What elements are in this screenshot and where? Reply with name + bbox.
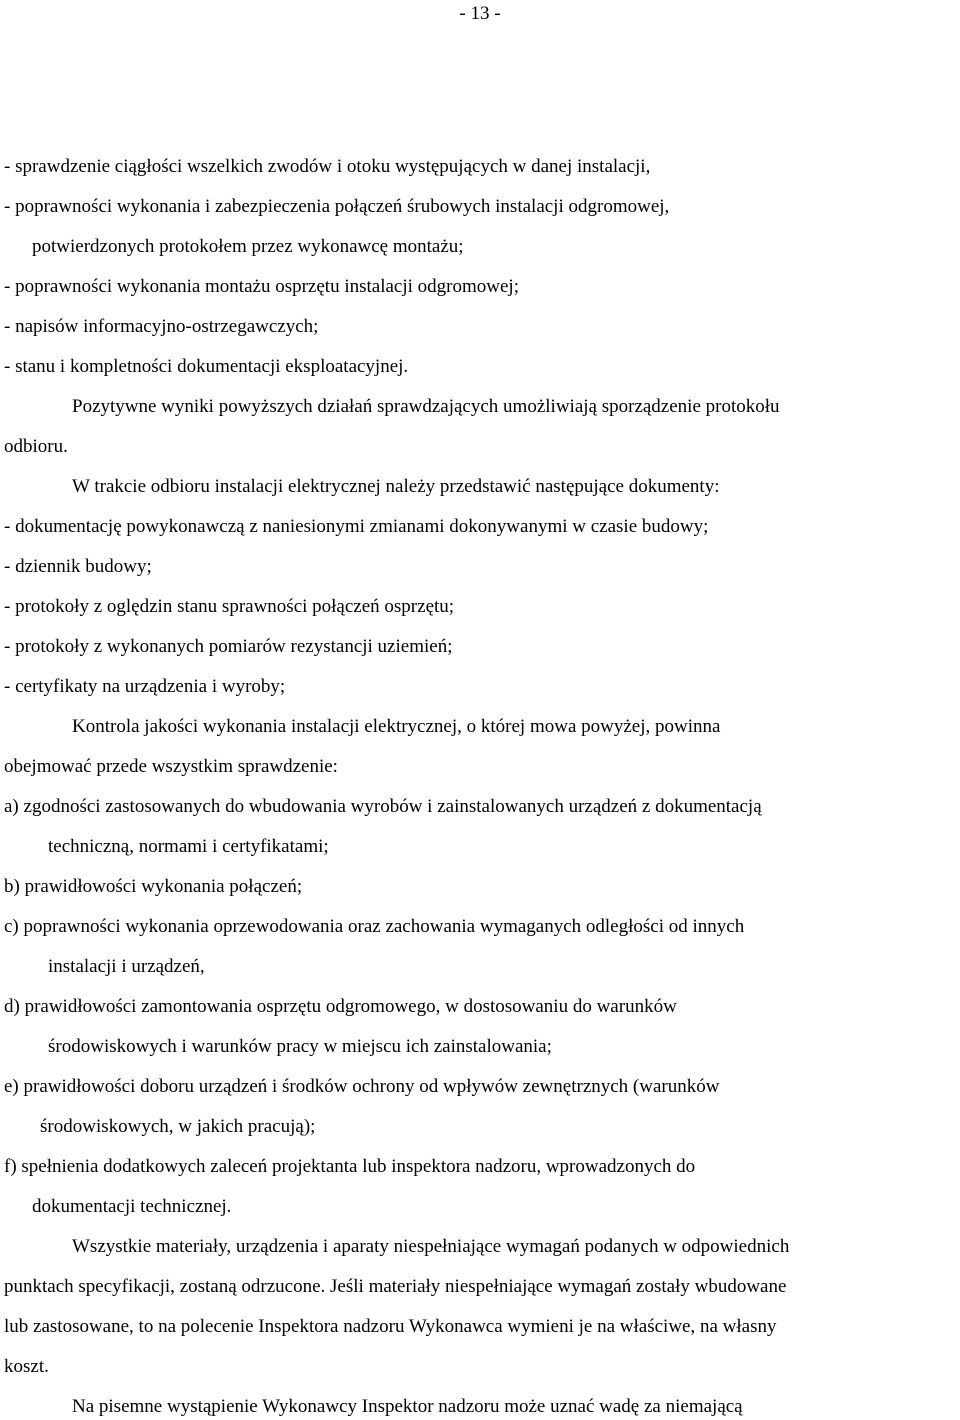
text-line: środowiskowych, w jakich pracują);: [40, 1116, 316, 1137]
text-line: - napisów informacyjno-ostrzegawczych;: [4, 316, 319, 337]
text-line: - stanu i kompletności dokumentacji eksploatacyjnej.: [4, 356, 409, 377]
text-line: d) prawidłowości zamontowania osprzętu odgromowego, w dostosowaniu do warunków: [4, 996, 677, 1017]
text-line: potwierdzonych protokołem przez wykonawcę montażu;: [32, 236, 464, 257]
text-line: W trakcie odbioru instalacji elektrycznej należy przedstawić następujące dokumenty:: [72, 476, 720, 497]
text-line: - protokoły z wykonanych pomiarów rezystancji uziemień;: [4, 636, 453, 657]
text-line: obejmować przede wszystkim sprawdzenie:: [4, 756, 338, 777]
text-line: Wszystkie materiały, urządzenia i aparaty niespełniające wymagań podanych w odpowiednich: [72, 1236, 790, 1257]
text-line: c) poprawności wykonania oprzewodowania oraz zachowania wymaganych odległości od innych: [4, 916, 745, 937]
text-line: dokumentacji technicznej.: [32, 1196, 232, 1217]
text-line: - poprawności wykonania i zabezpieczenia połączeń śrubowych instalacji odgromowej,: [4, 196, 670, 217]
text-line: b) prawidłowości wykonania połączeń;: [4, 876, 303, 897]
text-line: środowiskowych i warunków pracy w miejscu ich zainstalowania;: [48, 1036, 552, 1057]
text-line: Na pisemne wystąpienie Wykonawcy Inspektor nadzoru może uznać wadę za niemającą: [72, 1396, 743, 1417]
page-number: - 13 -: [459, 3, 501, 24]
text-line: koszt.: [4, 1356, 49, 1377]
text-line: odbioru.: [4, 436, 68, 457]
text-line: a) zgodności zastosowanych do wbudowania wyrobów i zainstalowanych urządzeń z dokumentacją: [4, 796, 762, 817]
text-line: techniczną, normami i certyfikatami;: [48, 836, 329, 857]
text-line: instalacji i urządzeń,: [48, 956, 205, 977]
text-line: - poprawności wykonania montażu osprzętu instalacji odgromowej;: [4, 276, 519, 297]
text-line: e) prawidłowości doboru urządzeń i środków ochrony od wpływów zewnętrznych (warunków: [4, 1076, 720, 1097]
text-line: - sprawdzenie ciągłości wszelkich zwodów i otoku występujących w danej instalacji,: [4, 156, 651, 177]
text-line: Kontrola jakości wykonania instalacji elektrycznej, o której mowa powyżej, powinna: [72, 716, 721, 737]
text-line: - dziennik budowy;: [4, 556, 152, 577]
text-line: punktach specyfikacji, zostaną odrzucone. Jeśli materiały niespełniające wymagań zostały wbudowane: [4, 1276, 787, 1297]
text-line: lub zastosowane, to na polecenie Inspektora nadzoru Wykonawca wymieni je na właściwe, na własny: [4, 1316, 777, 1337]
text-line: - dokumentację powykonawczą z naniesionymi zmianami dokonywanymi w czasie budowy;: [4, 516, 709, 537]
text-line: - protokoły z oględzin stanu sprawności połączeń osprzętu;: [4, 596, 455, 617]
text-line: f) spełnienia dodatkowych zaleceń projektanta lub inspektora nadzoru, wprowadzonych do: [4, 1156, 696, 1177]
text-line: Pozytywne wyniki powyższych działań sprawdzających umożliwiają sporządzenie protokołu: [72, 396, 780, 417]
text-line: - certyfikaty na urządzenia i wyroby;: [4, 676, 286, 697]
